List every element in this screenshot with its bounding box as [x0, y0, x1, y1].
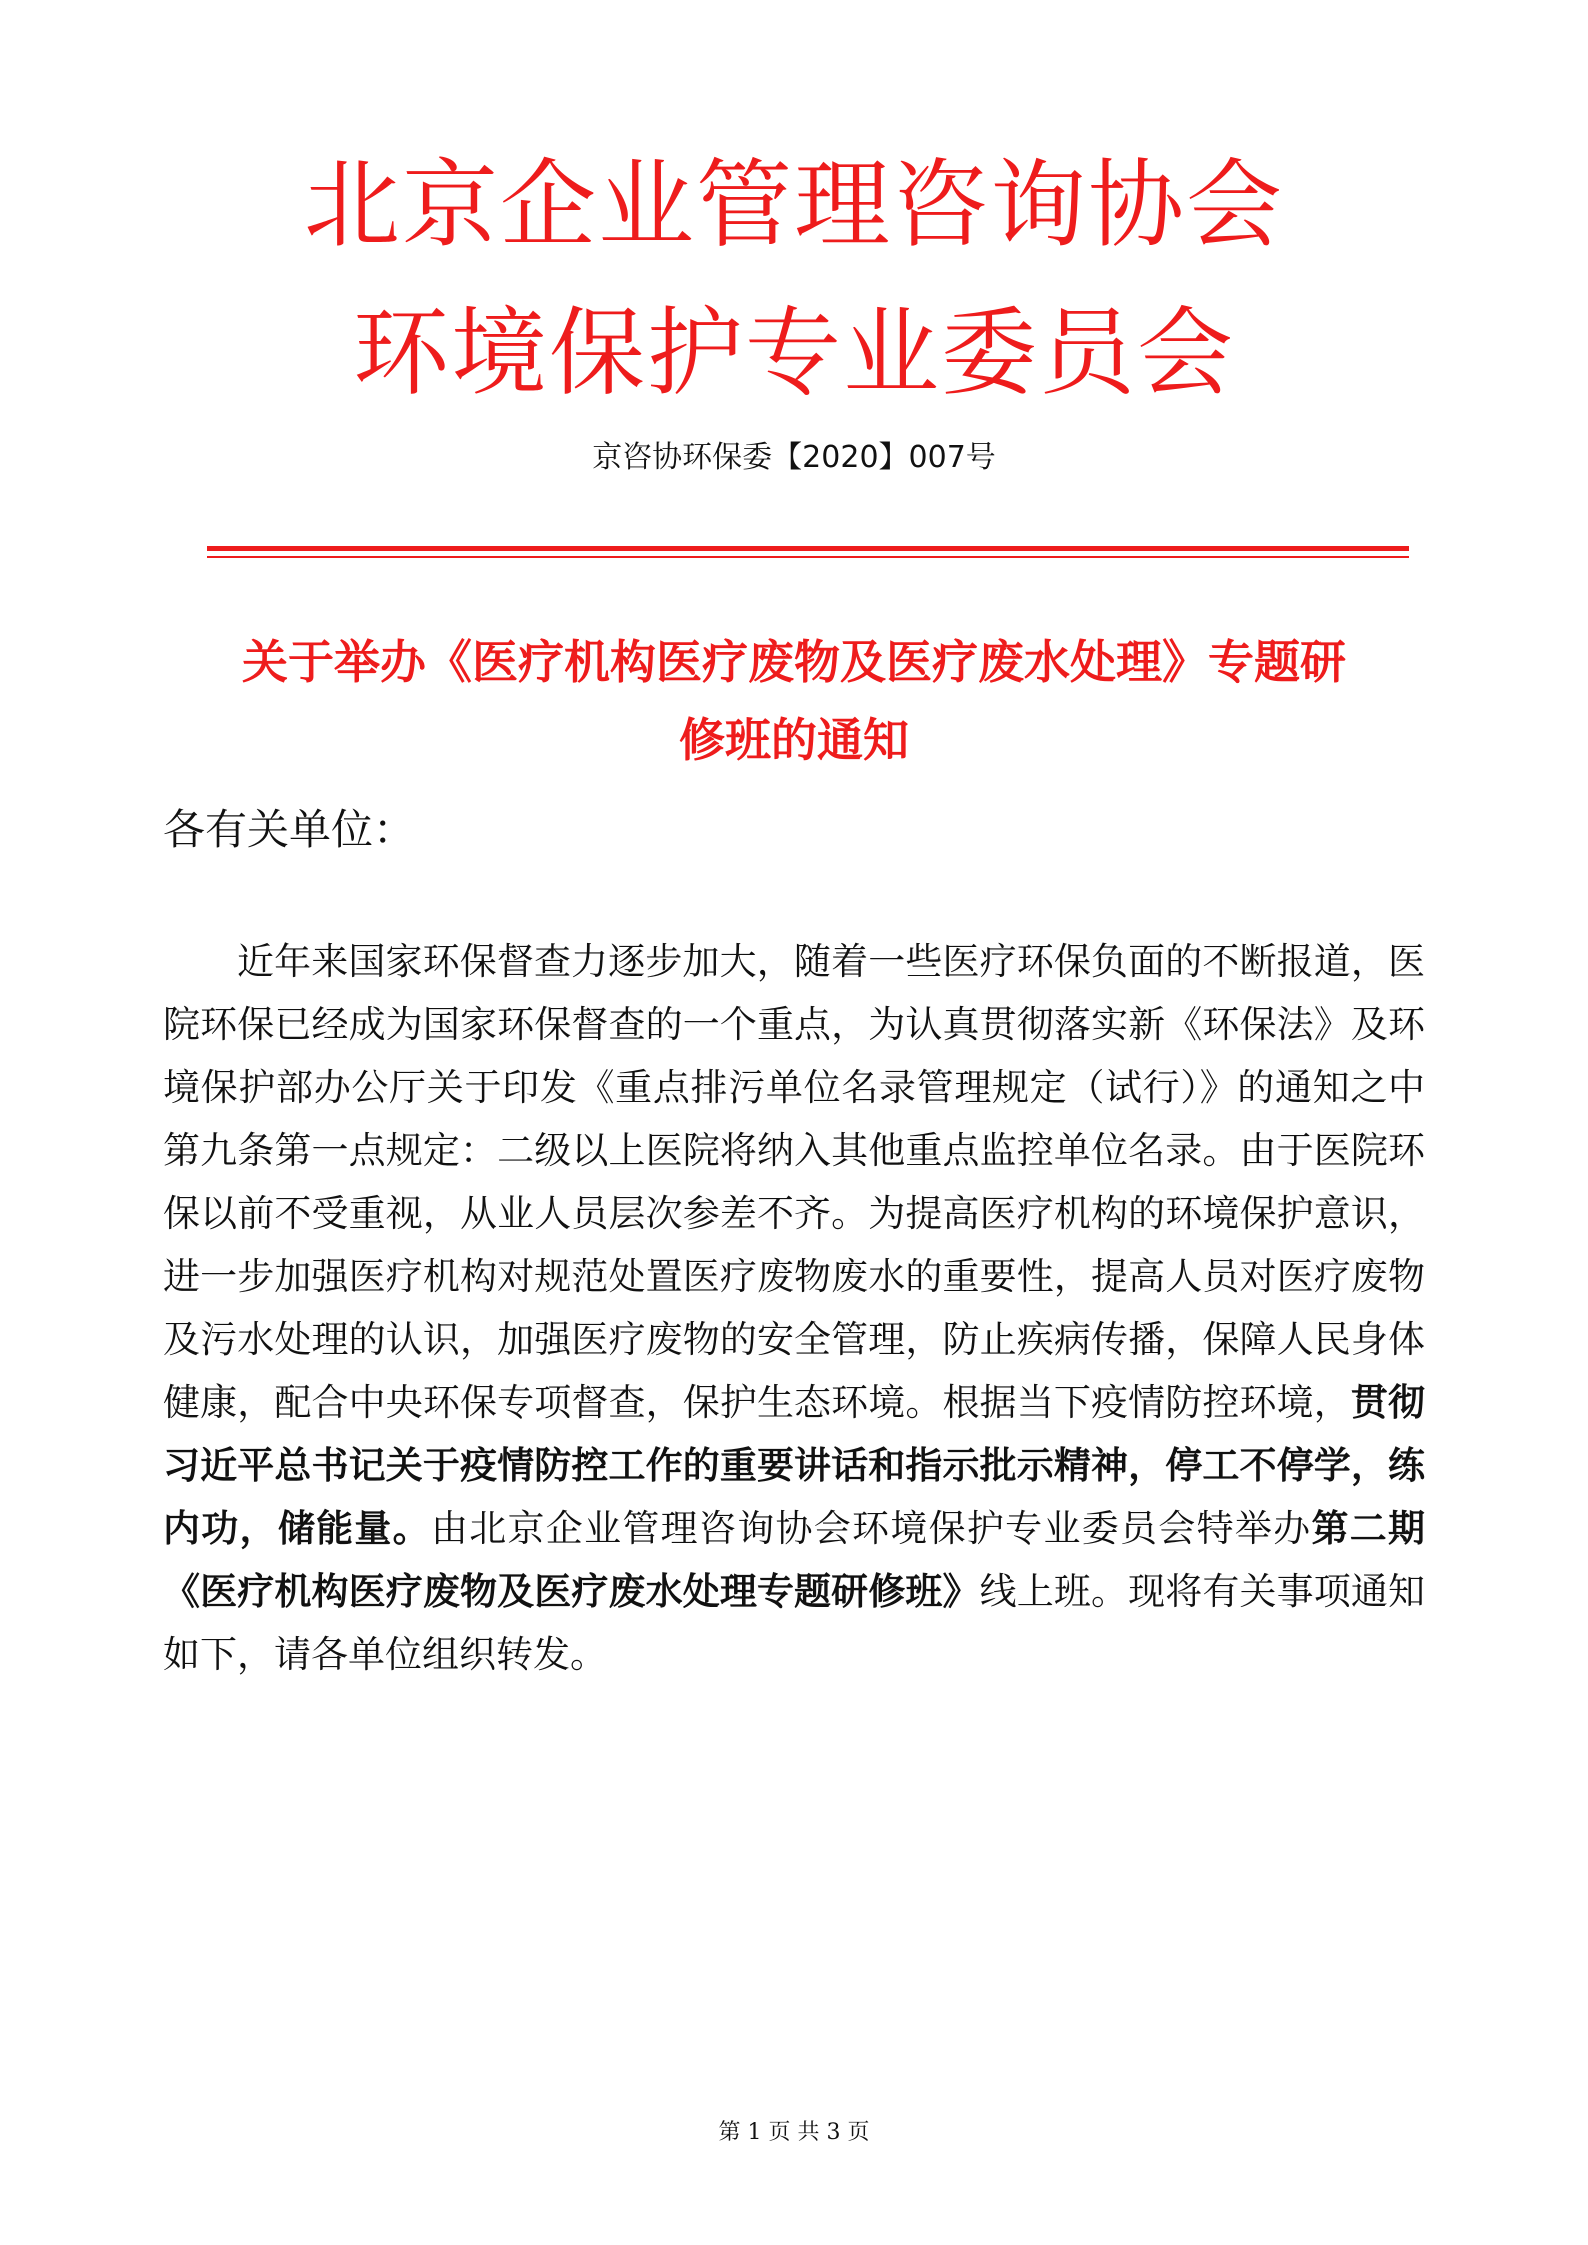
organization-name-line-2: 环境保护专业委员会: [353, 297, 1235, 409]
body-text-emphasis-1: 贯彻习近平总书记关于疫情防控工作的重要讲话和指示批示精神，停工不停学，练内功，储能量。: [163, 1380, 1426, 1550]
letterhead-divider-thick: [207, 546, 1409, 551]
letterhead-divider-thin: [207, 556, 1409, 558]
salutation: 各有关单位：: [163, 805, 416, 854]
notice-title-line-1: 关于举办《医疗机构医疗废物及医疗废水处理》专题研: [242, 635, 1346, 689]
page-footer: [0, 2118, 1588, 2148]
body-text-part-3: 由北京企业管理咨询协会环境保护专业委员会特举办: [430, 1507, 1312, 1550]
body-paragraph: [163, 930, 1425, 1686]
body-text-part-1: 近年来国家环保督查力逐步加大，随着一些医疗环保负面的不断报道，医院环保已经成为国家环保督查的一个重点，为认真贯彻落实新《环保法》及环境保护部办公厅关于印发《重点排污单位名录管理规定（试行）》的通知之中第九条第一点规定：二级以上医院将纳入其他重点监控单位名录。由于医院环保以前不受重视，从业人员层次参差不齐。为提高医疗机构的环境保护意识，进一步加强医疗机构对规范处置医疗废物废水的重要性，提高人员对医疗废物及污水处理的认识，加强医疗废物的安全管理，防止疾病传播，保障人民身体健康，配合中央环保专项督查，保护生态环境。根据当下疫情防控环境，: [163, 940, 1425, 1424]
document-number: 京咨协环保委【2020】007号: [592, 440, 996, 475]
notice-title-line-2: 修班的通知: [679, 713, 909, 767]
body-text-part-5: 线上班。现将有关事项通知如下，请各单位组织转发。: [163, 1570, 1426, 1676]
body-text-emphasis-2: 第二期《医疗机构医疗废物及医疗废水处理专题研修班》: [163, 1506, 1425, 1613]
page-number-label: 第 1 页 共 3 页: [718, 2120, 870, 2145]
organization-name-line-1: 北京企业管理咨询协会: [304, 149, 1284, 261]
